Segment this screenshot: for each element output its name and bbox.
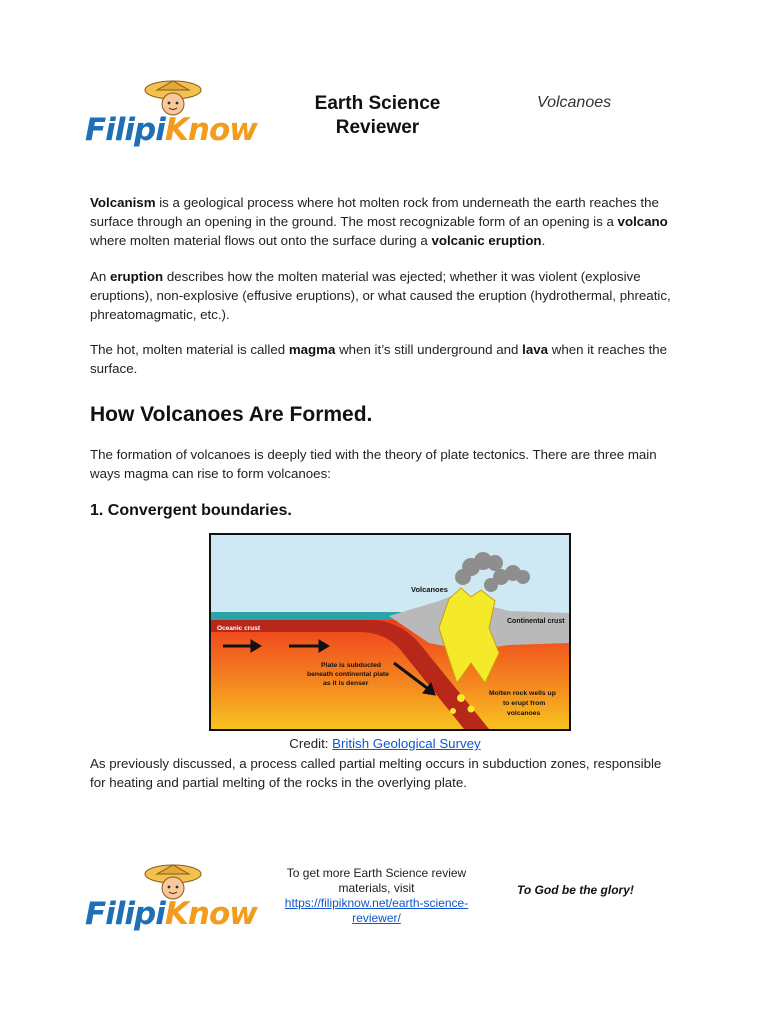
paragraph-partial-melting: As previously discussed, a process called partial melting occurs in subduction zones, responsible for heating and partial melting of the rocks in the overlying plate. bbox=[90, 756, 662, 790]
footer-link[interactable]: https://filipiknow.net/earth-science-reviewer/ bbox=[284, 896, 469, 925]
footer-text: To get more Earth Science review materials, visit bbox=[286, 866, 467, 895]
paragraph-volcanism bbox=[90, 193, 680, 250]
text: where molten material flows out onto the surface during a bbox=[90, 233, 432, 248]
label-molten-line-3: volcanoes bbox=[507, 710, 541, 717]
term-magma: magma bbox=[288, 342, 336, 357]
label-plate-line-2: beneath continental plate bbox=[307, 671, 389, 678]
paragraph-eruption bbox=[90, 267, 680, 324]
credit-prefix: Credit: bbox=[289, 736, 333, 751]
footer-cta bbox=[284, 866, 469, 926]
subheading-convergent: 1. Convergent boundaries. bbox=[90, 502, 292, 519]
convergent-boundary-diagram bbox=[209, 533, 571, 731]
magma-blob bbox=[457, 694, 465, 702]
text: An bbox=[90, 269, 110, 284]
title-line-2: Reviewer bbox=[335, 117, 420, 138]
paragraph-magma bbox=[90, 340, 680, 378]
label-plate-line-1: Plate is subducted bbox=[321, 662, 382, 669]
magma-blob bbox=[468, 706, 475, 713]
label-volcanoes: Volcanoes bbox=[411, 585, 448, 594]
ocean bbox=[211, 612, 401, 620]
page-title bbox=[290, 92, 465, 140]
text: . bbox=[541, 233, 546, 248]
logo-text-know: Know bbox=[164, 896, 257, 932]
credit-link[interactable]: British Geological Survey bbox=[332, 736, 481, 751]
text: when it’s still underground and bbox=[335, 342, 523, 357]
logo-text-filipi: Filipi bbox=[85, 896, 165, 932]
text: describes how the molten material was ejected; whether it was violent (explosive eruptions), non-explosive (effusive eruptions), or what caused the eruption (hydrothermal, phreatic, phreatomagmatic, etc.). bbox=[90, 269, 671, 322]
footer-glory: To God be the glory! bbox=[517, 883, 634, 897]
label-oceanic-crust: Oceanic crust bbox=[217, 625, 260, 632]
term-volcanic-eruption: volcanic eruption bbox=[431, 233, 542, 248]
term-eruption: eruption bbox=[109, 269, 164, 284]
text: when it reaches the surface. bbox=[90, 342, 668, 376]
label-continental-crust: Continental crust bbox=[507, 618, 565, 625]
text: is a geological process where hot molten rock from underneath the earth reaches the surface through an opening in the ground. The most recognizable form of an opening is a bbox=[90, 195, 659, 229]
text: The hot, molten material is called bbox=[90, 342, 289, 357]
logo-wordmark bbox=[85, 894, 257, 934]
section-intro: The formation of volcanoes is deeply tied with the theory of plate tectonics. There are three main ways magma can rise to form volcanoes: bbox=[90, 447, 657, 481]
term-volcanism: Volcanism bbox=[90, 195, 156, 210]
magma-blob bbox=[450, 708, 456, 714]
term-volcano: volcano bbox=[617, 214, 668, 229]
section-heading: How Volcanoes Are Formed. bbox=[90, 403, 373, 426]
filipiknow-logo bbox=[85, 82, 260, 162]
subject-label: Volcanoes bbox=[537, 94, 612, 111]
logo-text-know: Know bbox=[164, 112, 257, 148]
title-line-1: Earth Science bbox=[314, 93, 441, 114]
label-molten-line-1: Molten rock wells up bbox=[489, 690, 556, 697]
logo-wordmark bbox=[85, 110, 257, 150]
label-plate-line-3: as it is denser bbox=[323, 680, 369, 687]
logo-text-filipi: Filipi bbox=[85, 112, 165, 148]
term-lava: lava bbox=[522, 342, 549, 357]
footer-filipiknow-logo bbox=[85, 866, 260, 946]
image-credit bbox=[90, 736, 680, 751]
label-molten-line-2: to erupt from bbox=[503, 700, 546, 707]
